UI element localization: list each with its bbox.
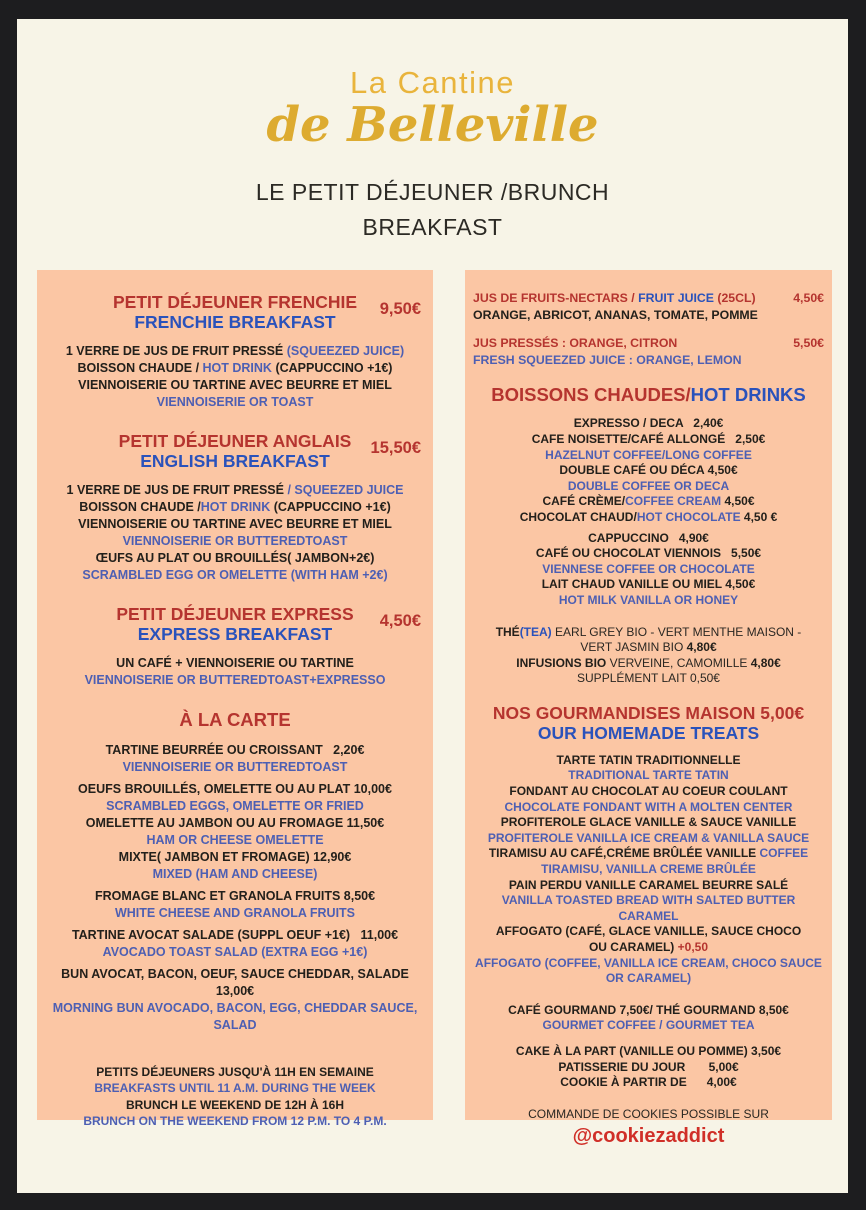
menu-item-row bbox=[471, 335, 826, 352]
text-segment: BREAKFASTS UNTIL 11 A.M. DURING THE WEEK bbox=[94, 1081, 376, 1096]
text-segment: HAZELNUT COFFEE/LONG COFFEE bbox=[545, 447, 752, 462]
menu-line bbox=[471, 671, 826, 687]
menu-line bbox=[47, 866, 423, 883]
menu-line bbox=[471, 768, 826, 784]
menu-line bbox=[47, 1080, 423, 1096]
text-segment: FRESH SQUEEZED JUICE : ORANGE, LEMON bbox=[473, 352, 742, 367]
brand-name-line1: La Cantine bbox=[350, 65, 515, 100]
menu-section bbox=[471, 1003, 826, 1034]
menu-line bbox=[471, 784, 826, 800]
menu-line bbox=[471, 640, 826, 656]
menu-line bbox=[471, 924, 826, 940]
menu-line bbox=[47, 672, 423, 689]
menu-item-price: 5,50€ bbox=[793, 336, 824, 351]
menu-line bbox=[471, 546, 826, 562]
text-segment: VIENNOISERIE OU TARTINE AVEC BEURRE ET MIEL bbox=[78, 378, 392, 392]
section-heading bbox=[47, 431, 423, 471]
section-title-en: OUR HOMEMADE TREATS bbox=[537, 722, 760, 743]
menu-line bbox=[471, 562, 826, 578]
text-segment: BUN AVOCAT, BACON, OEUF, SAUCE CHEDDAR, SALADE 13,00€ bbox=[61, 967, 413, 998]
text-segment: (CAPPUCCINO +1€) bbox=[275, 361, 393, 375]
section-title bbox=[471, 384, 826, 406]
text-segment: JUS PRESSÉS : ORANGE, CITRON bbox=[473, 336, 678, 351]
section-title bbox=[47, 709, 423, 731]
menu-line bbox=[471, 463, 826, 479]
text-segment: WHITE CHEESE AND GRANOLA FRUITS bbox=[114, 906, 356, 920]
text-segment: HOT CHOCOLATE bbox=[636, 509, 744, 524]
text-segment: PETITS DÉJEUNERS JUSQU'À 11H EN SEMAINE bbox=[96, 1065, 374, 1079]
text-segment: GOURMET COFFEE / GOURMET TEA bbox=[542, 1018, 755, 1033]
text-segment: CHOCOLAT CHAUD/ bbox=[519, 509, 637, 524]
text-segment: HAM OR CHEESE OMELETTE bbox=[146, 833, 324, 847]
menu-item-name bbox=[473, 290, 756, 307]
text-segment: 4,50€ bbox=[724, 494, 755, 509]
text-segment: TIRAMISU, VANILLA CREME BRÛLÉE bbox=[541, 862, 756, 877]
menu-line bbox=[47, 1097, 423, 1113]
menu-line bbox=[47, 781, 423, 798]
menu-section bbox=[471, 335, 826, 368]
menu-section bbox=[47, 655, 423, 689]
menu-line bbox=[47, 966, 423, 1000]
menu-line bbox=[471, 593, 826, 609]
menu-line bbox=[471, 1060, 826, 1076]
text-segment: VIENNESE COFFEE OR CHOCOLATE bbox=[542, 561, 755, 576]
menu-section bbox=[47, 1064, 423, 1129]
text-segment: 4,50 € bbox=[743, 509, 778, 524]
menu-line bbox=[47, 655, 423, 672]
menu-line bbox=[47, 798, 423, 815]
text-segment: CHOCOLATE FONDANT WITH A MOLTEN CENTER bbox=[504, 799, 793, 814]
menu-section bbox=[47, 482, 423, 584]
menu-line bbox=[471, 940, 826, 956]
menu-columns bbox=[17, 270, 848, 1148]
text-segment: (25CL) bbox=[717, 291, 756, 305]
text-segment: HOT DRINK bbox=[202, 361, 276, 375]
menu-line bbox=[47, 482, 423, 499]
menu-line bbox=[471, 1107, 826, 1123]
menu-line bbox=[471, 625, 826, 641]
menu-line bbox=[471, 753, 826, 769]
menu-item-subtitle bbox=[471, 352, 826, 369]
text-segment: BOISSONS CHAUDES/ bbox=[491, 384, 691, 406]
menu-line bbox=[471, 432, 826, 448]
text-segment: FRUIT JUICE bbox=[638, 291, 718, 305]
text-segment: TARTINE BEURRÉE OU CROISSANT 2,20€ bbox=[105, 743, 365, 757]
menu-line bbox=[471, 656, 826, 672]
text-segment: HOT MILK VANILLA OR HONEY bbox=[558, 592, 739, 607]
menu-section bbox=[471, 625, 826, 687]
section-title-fr: PETIT DÉJEUNER FRENCHIE bbox=[112, 292, 358, 312]
text-segment: OMELETTE AU JAMBON OU AU FROMAGE 11,50€ bbox=[85, 816, 385, 830]
text-segment: VERT JASMIN BIO bbox=[580, 640, 687, 655]
text-segment: SUPPLÉMENT LAIT 0,50€ bbox=[577, 671, 720, 686]
text-segment: DOUBLE COFFEE OR DECA bbox=[567, 478, 730, 493]
menu-line bbox=[471, 893, 826, 924]
text-segment: TIRAMISU AU CAFÉ,CRÉME BRÛLÉE VANILLE bbox=[488, 846, 760, 861]
text-segment: COFFEE bbox=[759, 846, 809, 861]
text-segment: TRADITIONAL TARTE TATIN bbox=[568, 768, 729, 783]
text-segment: TARTE TATIN TRADITIONNELLE bbox=[556, 752, 741, 767]
text-segment: UN CAFÉ + VIENNOISERIE OU TARTINE bbox=[116, 656, 354, 670]
section-heading bbox=[47, 604, 423, 644]
text-segment: FROMAGE BLANC ET GRANOLA FRUITS 8,50€ bbox=[94, 889, 376, 903]
menu-section bbox=[471, 290, 826, 323]
text-segment: VANILLA TOASTED BREAD WITH SALTED BUTTER CARAMEL bbox=[501, 893, 799, 923]
menu-line bbox=[471, 1003, 826, 1019]
text-segment: CAPPUCCINO 4,90€ bbox=[588, 530, 709, 545]
text-segment: MIXED (HAM AND CHEESE) bbox=[152, 867, 318, 881]
text-segment: LAIT CHAUD VANILLE OU MIEL 4,50€ bbox=[541, 577, 756, 592]
text-segment: BRUNCH LE WEEKEND DE 12H À 16H bbox=[125, 1097, 345, 1112]
text-segment: CAFÉ GOURMAND 7,50€/ THÉ GOURMAND 8,50€ bbox=[508, 1002, 789, 1017]
menu-line bbox=[471, 831, 826, 847]
section-title-fr: NOS GOURMANDISES MAISON 5,00€ bbox=[492, 702, 805, 723]
menu-line bbox=[47, 1064, 423, 1080]
menu-subtitle-line1: LE PETIT DÉJEUNER /BRUNCH bbox=[255, 179, 610, 205]
text-segment: BRUNCH ON THE WEEKEND FROM 12 P.M. TO 4 P.M. bbox=[83, 1113, 387, 1128]
section-title-en: FRENCHIE BREAKFAST bbox=[134, 312, 336, 332]
section-heading bbox=[471, 384, 826, 406]
menu-line bbox=[47, 815, 423, 832]
menu-line bbox=[47, 377, 423, 394]
section-title-en: EXPRESS BREAKFAST bbox=[137, 624, 333, 644]
text-segment: +0,50 bbox=[677, 940, 709, 954]
menu-line bbox=[471, 448, 826, 464]
text-segment: PAIN PERDU VANILLE CARAMEL BEURRE SALÉ bbox=[508, 877, 789, 892]
text-segment: OR CARAMEL) bbox=[605, 971, 692, 986]
left-menu-panel bbox=[37, 270, 433, 1128]
text-segment: MIXTE( JAMBON ET FROMAGE) 12,90€ bbox=[118, 850, 352, 864]
text-segment: EXPRESSO / DECA 2,40€ bbox=[573, 416, 724, 431]
text-segment: 4,80€ bbox=[750, 655, 781, 670]
text-segment: ŒUFS AU PLAT OU BROUILLÉS( JAMBON+2€) bbox=[95, 551, 375, 565]
text-segment: EARL GREY BIO - VERT MENTHE MAISON - bbox=[551, 624, 802, 639]
text-segment: CAFE NOISETTE/CAFÉ ALLONGÉ 2,50€ bbox=[531, 431, 766, 446]
text-segment: AFFOGATO (COFFEE, VANILLA ICE CREAM, CHOCO SAUCE bbox=[475, 955, 822, 970]
text-segment: CAKE À LA PART (VANILLE OU POMME) 3,50€ bbox=[515, 1043, 782, 1058]
menu-line bbox=[47, 1000, 423, 1034]
menu-line bbox=[471, 815, 826, 831]
text-segment: FONDANT AU CHOCOLAT AU COEUR COULANT bbox=[509, 784, 788, 799]
menu-line bbox=[47, 516, 423, 533]
section-price: 15,50€ bbox=[370, 439, 421, 457]
menu-line bbox=[47, 832, 423, 849]
text-segment: HOT DRINKS bbox=[690, 384, 806, 406]
text-segment: SCRAMBLED EGGS, OMELETTE OR FRIED bbox=[106, 799, 364, 813]
menu-item-price: 4,50€ bbox=[793, 291, 824, 305]
text-segment: OU CARAMEL) bbox=[588, 940, 678, 954]
text-segment: AFFOGATO (CAFÉ, GLACE VANILLE, SAUCE CHOCO bbox=[495, 924, 802, 939]
text-segment: OEUFS BROUILLÉS, OMELETTE OU AU PLAT 10,00€ bbox=[78, 782, 392, 796]
text-segment: HOT DRINK bbox=[200, 500, 274, 514]
menu-section bbox=[471, 416, 826, 608]
menu-line bbox=[47, 888, 423, 905]
text-segment: VIENNOISERIE OR BUTTEREDTOAST bbox=[122, 760, 348, 774]
menu-line bbox=[471, 494, 826, 510]
menu-line bbox=[47, 759, 423, 776]
menu-line bbox=[471, 862, 826, 878]
menu-sheet bbox=[17, 19, 848, 1193]
text-segment: COOKIE À PARTIR DE 4,00€ bbox=[560, 1075, 737, 1090]
menu-item-row bbox=[471, 290, 826, 307]
section-title-fr: PETIT DÉJEUNER EXPRESS bbox=[116, 604, 354, 624]
text-segment: COFFEE CREAM bbox=[625, 494, 725, 509]
section-price: 9,50€ bbox=[379, 300, 421, 318]
text-segment: JUS DE FRUITS-NECTARS / bbox=[473, 291, 639, 305]
text-segment: SCRAMBLED EGG OR OMELETTE (WITH HAM +2€) bbox=[82, 568, 388, 582]
text-segment: PROFITEROLE GLACE VANILLE & SAUCE VANILLE bbox=[500, 815, 797, 830]
menu-line bbox=[47, 550, 423, 567]
menu-line bbox=[47, 499, 423, 516]
text-segment: 1 VERRE DE JUS DE FRUIT PRESSÉ bbox=[66, 483, 288, 497]
text-segment: VIENNOISERIE OU TARTINE AVEC BEURRE ET MIEL bbox=[78, 517, 392, 531]
text-segment: À LA CARTE bbox=[179, 709, 291, 730]
menu-line bbox=[47, 1113, 423, 1129]
menu-line bbox=[471, 1044, 826, 1060]
menu-line bbox=[47, 927, 423, 944]
menu-line bbox=[471, 971, 826, 987]
menu-section bbox=[471, 1044, 826, 1091]
menu-subtitle bbox=[17, 175, 848, 244]
text-segment: PROFITEROLE VANILLA ICE CREAM & VANILLA SAUCE bbox=[487, 830, 810, 845]
text-segment: VIENNOISERIE OR BUTTEREDTOAST+EXPRESSO bbox=[84, 673, 386, 687]
text-segment: CAFÉ CRÈME/ bbox=[542, 494, 626, 509]
menu-line bbox=[471, 800, 826, 816]
menu-line bbox=[471, 510, 826, 526]
text-segment: BOISSON CHAUDE / bbox=[79, 500, 201, 514]
menu-line bbox=[47, 944, 423, 961]
text-segment: THÉ bbox=[495, 624, 520, 639]
menu-section bbox=[47, 343, 423, 411]
section-heading bbox=[47, 292, 423, 332]
text-segment: DOUBLE CAFÉ OU DÉCA 4,50€ bbox=[559, 463, 738, 478]
menu-line bbox=[47, 742, 423, 759]
text-segment: @cookiezaddict bbox=[572, 1125, 725, 1148]
text-segment: INFUSIONS BIO bbox=[516, 655, 610, 670]
text-segment: BOISSON CHAUDE / bbox=[77, 361, 203, 375]
menu-section bbox=[471, 1107, 826, 1148]
menu-section bbox=[47, 742, 423, 1034]
section-heading bbox=[47, 709, 423, 731]
section-heading bbox=[471, 703, 826, 743]
text-segment: VIENNOISERIE OR TOAST bbox=[156, 395, 314, 409]
menu-item-name bbox=[473, 335, 677, 352]
menu-line bbox=[471, 956, 826, 972]
menu-line bbox=[471, 479, 826, 495]
text-segment: CAFÉ OU CHOCOLAT VIENNOIS 5,50€ bbox=[535, 546, 762, 561]
menu-line bbox=[471, 1018, 826, 1034]
text-segment: (CAPPUCCINO +1€) bbox=[273, 500, 391, 514]
right-menu-panel bbox=[465, 270, 832, 1148]
menu-line bbox=[471, 1125, 826, 1147]
text-segment: (TEA) bbox=[519, 624, 552, 639]
menu-line bbox=[471, 416, 826, 432]
menu-line bbox=[47, 343, 423, 360]
text-segment: MORNING BUN AVOCADO, BACON, EGG, CHEDDAR SAUCE, SALAD bbox=[52, 1001, 421, 1032]
text-segment: VIENNOISERIE OR BUTTEREDTOAST bbox=[122, 534, 348, 548]
menu-line bbox=[471, 846, 826, 862]
text-segment: 1 VERRE DE JUS DE FRUIT PRESSÉ bbox=[65, 344, 287, 358]
text-segment: COMMANDE DE COOKIES POSSIBLE SUR bbox=[528, 1106, 769, 1121]
menu-line bbox=[471, 577, 826, 593]
menu-line bbox=[47, 394, 423, 411]
menu-line bbox=[471, 1075, 826, 1091]
menu-line bbox=[471, 878, 826, 894]
menu-line bbox=[47, 567, 423, 584]
section-title-fr: PETIT DÉJEUNER ANGLAIS bbox=[118, 431, 352, 451]
text-segment: PATISSERIE DU JOUR 5,00€ bbox=[558, 1059, 739, 1074]
menu-subtitle-line2: BREAKFAST bbox=[362, 213, 503, 240]
menu-line bbox=[47, 849, 423, 866]
brand-name-line2: de Belleville bbox=[266, 97, 599, 153]
text-segment: AVOCADO TOAST SALAD (EXTRA EGG +1€) bbox=[102, 945, 368, 959]
text-segment: ORANGE, ABRICOT, ANANAS, TOMATE, POMME bbox=[473, 307, 758, 322]
section-title-en: ENGLISH BREAKFAST bbox=[140, 451, 330, 471]
text-segment: 4,80€ bbox=[686, 640, 717, 655]
menu-section bbox=[471, 753, 826, 987]
menu-line bbox=[47, 360, 423, 377]
menu-line bbox=[47, 905, 423, 922]
menu-line bbox=[471, 531, 826, 547]
text-segment: TARTINE AVOCAT SALADE (SUPPL OEUF +1€) 11,00€ bbox=[71, 928, 399, 942]
menu-item-subtitle bbox=[471, 307, 826, 324]
text-segment: / SQUEEZED JUICE bbox=[287, 483, 404, 497]
text-segment: VERVEINE, CAMOMILLE bbox=[609, 655, 751, 670]
text-segment: (SQUEEZED JUICE) bbox=[286, 344, 405, 358]
menu-line bbox=[47, 533, 423, 550]
section-price: 4,50€ bbox=[379, 612, 421, 630]
